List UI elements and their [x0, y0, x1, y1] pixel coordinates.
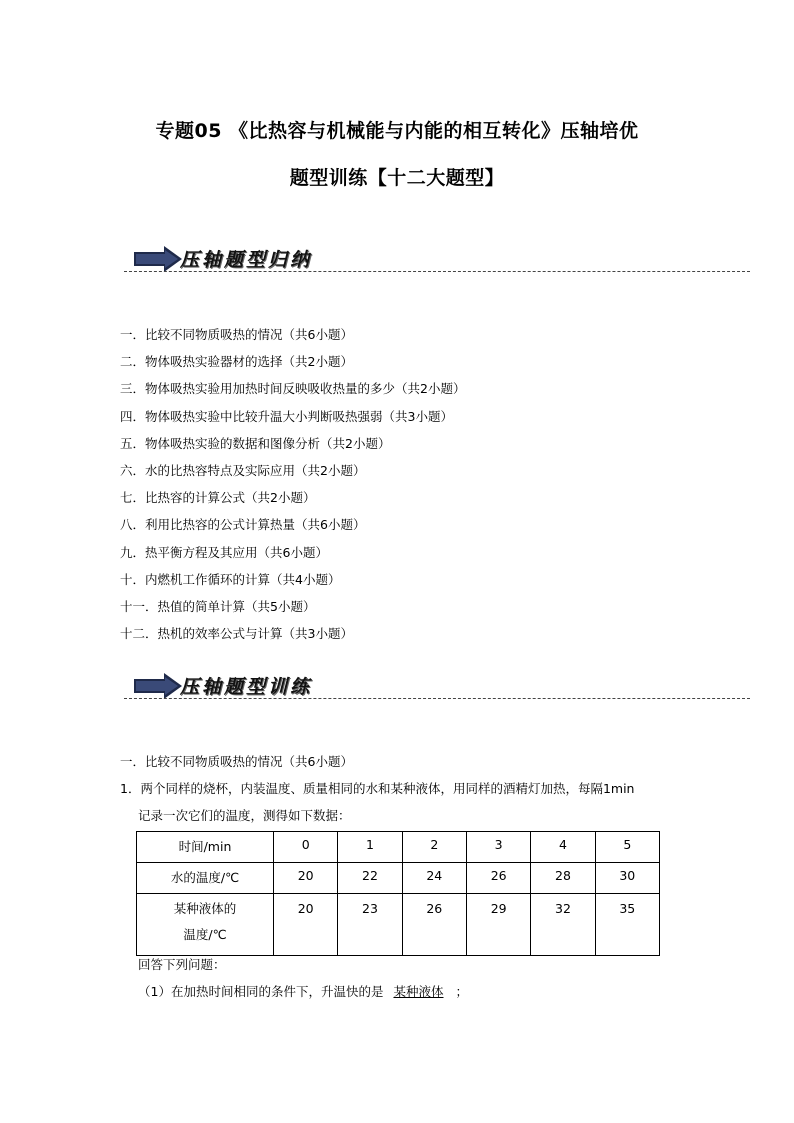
table-cell: 5 — [595, 832, 659, 863]
table-row — [137, 832, 660, 863]
dashed-divider — [124, 271, 750, 272]
table-cell: 水的温度/℃ — [137, 863, 274, 894]
table-cell: 35 — [595, 894, 659, 956]
topic-item: 九．热平衡方程及其应用（共6小题） — [120, 544, 328, 560]
table-cell — [137, 894, 274, 956]
topic-item: 十一．热值的简单计算（共5小题） — [120, 598, 316, 614]
training-banner — [124, 668, 750, 702]
arrow-icon — [134, 673, 182, 699]
question-1-text-line-1: 1．两个同样的烧杯，内装温度、质量相同的水和某种液体，用同样的酒精灯加热，每隔1min — [120, 781, 635, 796]
table-cell: 4 — [531, 832, 595, 863]
table-row — [137, 894, 660, 956]
table-cell: 1 — [338, 832, 402, 863]
sub-question-1-text: （1）在加热时间相同的条件下，升温快的是 — [138, 984, 384, 999]
topic-list — [120, 325, 465, 651]
question-prompt: 回答下列问题： — [138, 957, 226, 972]
document-title-line-1: 专题05 《比热容与机械能与内能的相互转化》压轴培优 — [155, 120, 639, 142]
table-cell: 3 — [466, 832, 530, 863]
arrow-icon — [134, 246, 182, 272]
table-cell: 24 — [402, 863, 466, 894]
table-cell: 时间/min — [137, 832, 274, 863]
table-cell: 32 — [531, 894, 595, 956]
training-banner-title: 压轴题型训练 — [180, 676, 313, 698]
sub-question-1 — [138, 982, 468, 1000]
table-cell: 26 — [466, 863, 530, 894]
table-cell: 20 — [274, 894, 338, 956]
liquid-label-line-2: 温度/℃ — [183, 927, 227, 942]
table-cell: 26 — [402, 894, 466, 956]
summary-banner — [124, 241, 750, 275]
summary-banner-title: 压轴题型归纳 — [180, 249, 313, 271]
question-1-text-line-2: 记录一次它们的温度，测得如下数据： — [138, 808, 351, 823]
topic-item: 二．物体吸热实验器材的选择（共2小题） — [120, 354, 353, 370]
topic-item: 五．物体吸热实验的数据和图像分析（共2小题） — [120, 435, 391, 451]
sub-question-1-end: ； — [455, 984, 468, 999]
topic-item: 七．比热容的计算公式（共2小题） — [120, 490, 316, 506]
temperature-table — [136, 831, 660, 956]
document-title-line-2: 题型训练【十二大题型】 — [289, 167, 505, 189]
sub-question-1-answer: 某种液体 — [393, 984, 444, 999]
table-cell: 30 — [595, 863, 659, 894]
topic-item: 十．内燃机工作循环的计算（共4小题） — [120, 571, 341, 587]
table-cell: 2 — [402, 832, 466, 863]
topic-item: 一．比较不同物质吸热的情况（共6小题） — [120, 327, 353, 342]
topic-item: 三．物体吸热实验用加热时间反映吸收热量的多少（共2小题） — [120, 381, 466, 397]
table-cell: 28 — [531, 863, 595, 894]
table-cell: 0 — [274, 832, 338, 863]
table-cell: 29 — [466, 894, 530, 956]
liquid-label-line-1: 某种液体的 — [173, 901, 237, 916]
table-cell: 22 — [338, 863, 402, 894]
topic-item: 四．物体吸热实验中比较升温大小判断吸热强弱（共3小题） — [120, 408, 453, 424]
dashed-divider — [124, 698, 750, 699]
topic-item: 八．利用比热容的公式计算热量（共6小题） — [120, 517, 366, 533]
topic-item: 十二．热机的效率公式与计算（共3小题） — [120, 626, 353, 642]
topic-item: 六．水的比热容特点及实际应用（共2小题） — [120, 462, 366, 478]
table-row — [137, 863, 660, 894]
section-heading: 一．比较不同物质吸热的情况（共6小题） — [120, 754, 353, 769]
table-cell: 23 — [338, 894, 402, 956]
table-cell: 20 — [274, 863, 338, 894]
